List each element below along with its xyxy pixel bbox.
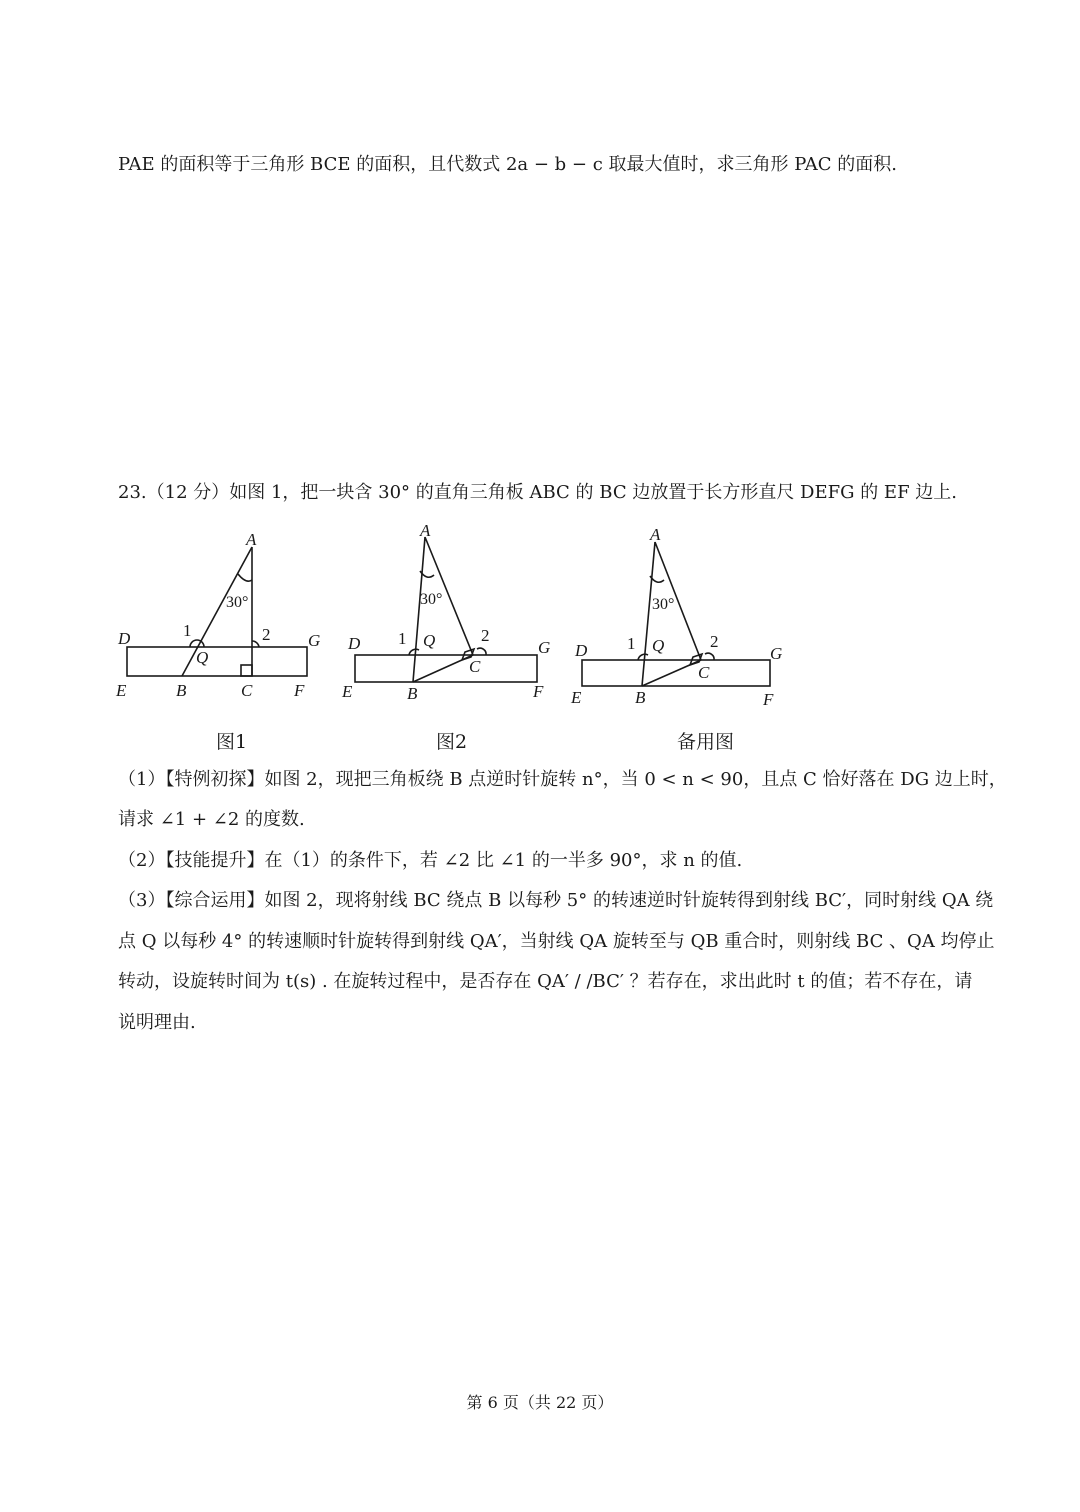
label-e: E — [116, 681, 127, 700]
angle-2-arc — [705, 653, 714, 660]
label-q: Q — [196, 648, 209, 667]
label-g: G — [538, 638, 551, 657]
question-23-stem: 23.（12 分）如图 1，把一块含 30° 的直角三角板 ABC 的 BC 边放置于长方形直尺 DEFG 的 EF 边上. — [118, 482, 958, 503]
angle-2-arc — [477, 648, 486, 655]
angle-2-arc — [252, 641, 259, 647]
page-number: 第 6 页（共 22 页） — [466, 1393, 614, 1412]
figure-backup — [565, 518, 790, 713]
ruler-rectangle — [127, 647, 307, 676]
label-f: F — [294, 681, 305, 700]
part-3-line-2: 点 Q 以每秒 4° 的转速顺时针旋转得到射线 QA′，当射线 QA 旋转至与 QB 重合时，则射线 BC 、QA 均停止 — [118, 931, 995, 952]
label-2: 2 — [481, 626, 490, 645]
label-b: B — [635, 688, 646, 707]
label-1: 1 — [398, 629, 407, 648]
caption-figure-backup: 备用图 — [677, 731, 735, 753]
label-angle-30: 30° — [652, 596, 675, 613]
label-2: 2 — [710, 632, 719, 651]
label-2: 2 — [262, 625, 271, 644]
caption-figure-1: 图1 — [216, 731, 248, 753]
label-g: G — [308, 631, 321, 650]
label-a: A — [650, 525, 661, 544]
label-1: 1 — [627, 634, 636, 653]
label-f: F — [763, 690, 774, 709]
ruler-rectangle — [582, 660, 770, 686]
figure-1 — [110, 522, 330, 707]
ruler-rectangle — [355, 655, 537, 682]
label-e: E — [571, 688, 582, 707]
label-b: B — [176, 681, 187, 700]
part-3-line-3: 转动，设旋转时间为 t(s) . 在旋转过程中，是否存在 QA′ / /BC′ ？若存在，求出此时 t 的值；若不存在，请 — [118, 971, 973, 992]
label-angle-30: 30° — [420, 591, 443, 608]
label-b: B — [407, 684, 418, 703]
angle-30-arc — [238, 574, 252, 581]
caption-figure-2: 图2 — [436, 731, 468, 753]
part-2-line: （2）【技能提升】在（1）的条件下，若 ∠2 比 ∠1 的一半多 90°，求 n 的值. — [118, 850, 743, 871]
label-g: G — [770, 644, 783, 663]
text-line-previous: PAE 的面积等于三角形 BCE 的面积，且代数式 2a − b − c 取最大值时，求三角形 PAC 的面积. — [118, 154, 897, 175]
label-q: Q — [652, 636, 665, 655]
label-angle-30: 30° — [226, 594, 249, 611]
label-c: C — [469, 657, 481, 676]
label-a: A — [246, 530, 257, 549]
angle-1-arc — [190, 640, 204, 647]
label-c: C — [698, 663, 710, 682]
part-3-line-4: 说明理由. — [118, 1012, 196, 1033]
label-d: D — [348, 634, 361, 653]
figure-2 — [338, 515, 558, 710]
label-c: C — [241, 681, 253, 700]
label-1: 1 — [183, 621, 192, 640]
label-q: Q — [423, 631, 436, 650]
right-angle-mark — [241, 665, 252, 676]
label-a: A — [420, 521, 431, 540]
label-d: D — [575, 641, 588, 660]
triangle-side-ab — [413, 537, 425, 682]
angle-1-arc — [409, 649, 419, 655]
label-d: D — [118, 629, 131, 648]
triangle-side-ab — [642, 542, 655, 686]
label-e: E — [342, 682, 353, 701]
angle-1-arc — [638, 654, 648, 660]
part-1-line-1: （1）【特例初探】如图 2，现把三角板绕 B 点逆时针旋转 n°，当 0 < n < 90，且点 C 恰好落在 DG 边上时， — [118, 769, 1007, 790]
part-1-line-2: 请求 ∠1 + ∠2 的度数. — [118, 809, 305, 830]
part-3-line-1: （3）【综合运用】如图 2，现将射线 BC 绕点 B 以每秒 5° 的转速逆时针旋转得到射线 BC′，同时射线 QA 绕 — [118, 890, 994, 911]
triangle-side-ab — [182, 547, 252, 676]
label-f: F — [533, 682, 544, 701]
